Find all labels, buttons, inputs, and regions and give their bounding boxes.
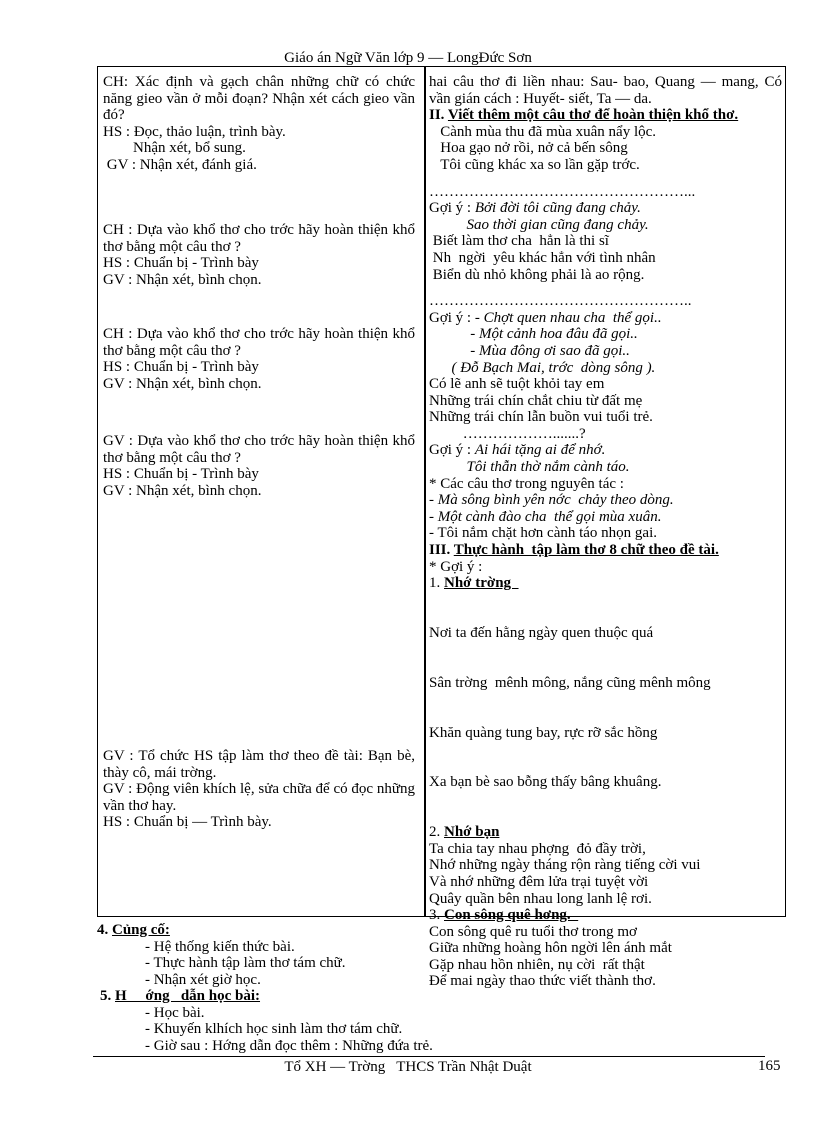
poem-line: Tôi cũng khác xa so lần gặp trớc. bbox=[429, 156, 640, 173]
teacher-activity: GV : Nhận xét, bình chọn. bbox=[103, 482, 262, 499]
left-block-2 bbox=[103, 222, 415, 288]
section-number: 4. bbox=[97, 922, 109, 938]
poem-line: Sân trờng mênh mông, nắng cũng mênh mông bbox=[429, 674, 711, 691]
original-line: - Mà sông bình yên nớc chảy theo dòng. bbox=[429, 492, 674, 509]
section-4 bbox=[97, 922, 433, 1054]
teacher-activity: GV : Nhận xét, bình chọn. bbox=[103, 375, 262, 392]
section-number: II. bbox=[429, 107, 445, 124]
student-activity: HS : Đọc, thảo luận, trình bày. bbox=[103, 123, 286, 140]
hint-text: Sao thời gian cũng đang chảy. bbox=[429, 216, 649, 233]
section-title: Thực hành tập làm thơ 8 chữ theo đề tài. bbox=[453, 542, 719, 559]
left-block-5 bbox=[103, 748, 415, 831]
poem-title: Con sông quê hơng. bbox=[444, 907, 579, 924]
hint-text: - Một cảnh hoa đâu đã gọi.. bbox=[429, 326, 638, 343]
poem-title: Nhớ trờng bbox=[444, 575, 519, 592]
section-title: Viết thêm một câu thơ để hoàn thiện khổ thơ. bbox=[447, 107, 739, 124]
section-title: Củng cố: bbox=[112, 922, 170, 938]
hint-text: Bởi đời tôi cũng đang chảy. bbox=[474, 200, 641, 217]
left-block-3 bbox=[103, 326, 415, 392]
right-column bbox=[429, 74, 786, 990]
blank-line: …………………………………………….. bbox=[429, 293, 692, 310]
poem-line: Giữa những hoàng hôn ngời lên ánh mắt bbox=[429, 940, 672, 957]
poem-line: Nơi ta đến hằng ngày quen thuộc quá bbox=[429, 625, 654, 641]
poem-line: Xa bạn bè sao bỗng thấy bâng khuâng. bbox=[429, 774, 662, 791]
list-item: - Hệ thống kiến thức bài. bbox=[145, 938, 295, 955]
teacher-activity: GV : Nhận xét, đánh giá. bbox=[103, 156, 257, 173]
section-3-heading bbox=[429, 542, 782, 559]
hint-source: ( Đỗ Bạch Mai, trớc dòng sông ). bbox=[429, 359, 656, 376]
hint-text: - Mùa đông ơi sao đã gọi.. bbox=[429, 342, 630, 359]
poem-line: Hoa gạo nở rồi, nở cả bến sông bbox=[429, 140, 628, 157]
poem-title: Nhớ bạn bbox=[444, 824, 500, 841]
hint-text: Ai hái tặng ai để nhớ. bbox=[474, 442, 606, 459]
poem-line: Có lẽ anh sẽ tuột khỏi tay em bbox=[429, 376, 605, 393]
poem-line: Nh ngời yêu khác hẳn với tình nhân bbox=[429, 249, 656, 266]
poem-line: Để mai ngày thao thức viết thành thơ. bbox=[429, 973, 656, 990]
list-item: - Thực hành tập làm thơ tám chữ. bbox=[145, 955, 346, 971]
hint-label: * Gợi ý : bbox=[429, 558, 483, 575]
hint-text: Tôi thẫn thờ nắm cành táo. bbox=[429, 459, 630, 476]
question: CH : Dựa vào khổ thơ cho trớc hãy hoàn thiện khổ thơ bằng một câu thơ ? bbox=[103, 222, 415, 255]
task: GV : Tổ chức HS tập làm thơ theo đề tài: Bạn bè, thày cô, mái trờng. bbox=[103, 748, 415, 781]
hint-text: - Chợt quen nhau cha thể gọi.. bbox=[474, 309, 662, 326]
rhyme-notes: hai câu thơ đi liền nhau: Sau- bao, Quang — mang, Có vần gián cách : Huyết- siết, Ta — da. bbox=[429, 74, 786, 107]
poem-line: Khăn quàng tung bay, rực rỡ sắc hồng bbox=[429, 724, 658, 741]
section-2-heading bbox=[429, 107, 782, 124]
poem-line: Con sông quê ru tuổi thơ trong mơ bbox=[429, 923, 637, 940]
original-label: * Các câu thơ trong nguyên tác : bbox=[429, 475, 624, 492]
hint-label: Gợi ý : bbox=[429, 200, 475, 217]
poem-line: Biển dù nhỏ không phải là ao rộng. bbox=[429, 266, 645, 283]
page-header: Giáo án Ngữ Văn lớp 9 — LongĐức Sơn bbox=[284, 50, 532, 66]
hint-label: Gợi ý : bbox=[429, 442, 475, 459]
poem-number: 1. bbox=[429, 575, 444, 592]
poem-line: Ta chia tay nhau phợng đỏ đầy trời, bbox=[429, 840, 646, 857]
poem-number: 3. bbox=[429, 907, 444, 924]
student-activity: Nhận xét, bổ sung. bbox=[103, 140, 246, 157]
footer-rule bbox=[93, 1056, 765, 1057]
student-activity: HS : Chuẩn bị - Trình bày bbox=[103, 359, 259, 376]
original-line: - Tôi nắm chặt hơn cành táo nhọn gai. bbox=[429, 525, 658, 542]
poem-line: Cành mùa thu đã mùa xuân nẩy lộc. bbox=[429, 123, 657, 140]
section-number: 5. bbox=[100, 988, 112, 1004]
poem-line: Nhớ những ngày tháng rộn ràng tiếng cời vui bbox=[429, 857, 701, 874]
question: CH : Dựa vào khổ thơ cho trớc hãy hoàn thiện khổ thơ bằng một câu thơ ? bbox=[103, 326, 415, 359]
student-activity: HS : Chuẩn bị - Trình bày bbox=[103, 466, 259, 483]
section-number: III. bbox=[429, 542, 451, 559]
list-item: - Giờ sau : Hớng dẫn đọc thêm : Những đứa trẻ. bbox=[145, 1037, 433, 1054]
poem-line: Những trái chín lẫn buồn vui tuổi trẻ. bbox=[429, 409, 653, 426]
student-activity: HS : Chuẩn bị - Trình bày bbox=[103, 255, 259, 272]
poem-number: 2. bbox=[429, 824, 444, 841]
list-item: - Khuyến klhích học sinh làm thơ tám chữ. bbox=[145, 1021, 403, 1037]
poem-line: Biết làm thơ cha hẳn là thi sĩ bbox=[429, 233, 609, 250]
page-footer: Tổ XH — Trờng THCS Trần Nhật Duật bbox=[284, 1059, 532, 1075]
page-number: 165 bbox=[758, 1058, 781, 1074]
poem-line: Và nhớ những đêm lửa trại tuyệt vời bbox=[429, 873, 649, 890]
list-item: - Học bài. bbox=[145, 1004, 205, 1021]
blank-line: ……………….......? bbox=[429, 425, 586, 442]
original-line: - Một cành đào cha thể gọi mùa xuân. bbox=[429, 508, 662, 525]
column-divider bbox=[424, 66, 426, 917]
section-title: H ớng dẫn học bài: bbox=[115, 988, 261, 1004]
student-activity: HS : Chuẩn bị — Trình bày. bbox=[103, 814, 272, 831]
teacher-activity: GV : Động viên khích lệ, sửa chữa để có đọc những vần thơ hay. bbox=[103, 781, 415, 814]
left-block-4 bbox=[103, 433, 415, 499]
poem-line: Quây quần bên nhau long lanh lệ rơi. bbox=[429, 890, 652, 907]
blank-line: ……………………………………………... bbox=[429, 183, 696, 200]
poem-line: Những trái chín chắt chiu từ đất mẹ bbox=[429, 392, 643, 409]
teacher-activity: GV : Nhận xét, bình chọn. bbox=[103, 271, 262, 288]
left-block-1 bbox=[103, 74, 415, 174]
list-item: - Nhận xét giờ học. bbox=[145, 971, 261, 988]
question: GV : Dựa vào khổ thơ cho trớc hãy hoàn thiện khổ thơ bằng một câu thơ ? bbox=[103, 433, 415, 466]
poem-line: Gặp nhau hồn nhiên, nụ cời rất thật bbox=[429, 956, 645, 973]
hint-label: Gợi ý : bbox=[429, 309, 475, 326]
question: CH: Xác định và gạch chân những chữ có chức năng gieo vần ở mỗi đoạn? Nhận xét cách gieo vần đó? bbox=[103, 74, 415, 124]
